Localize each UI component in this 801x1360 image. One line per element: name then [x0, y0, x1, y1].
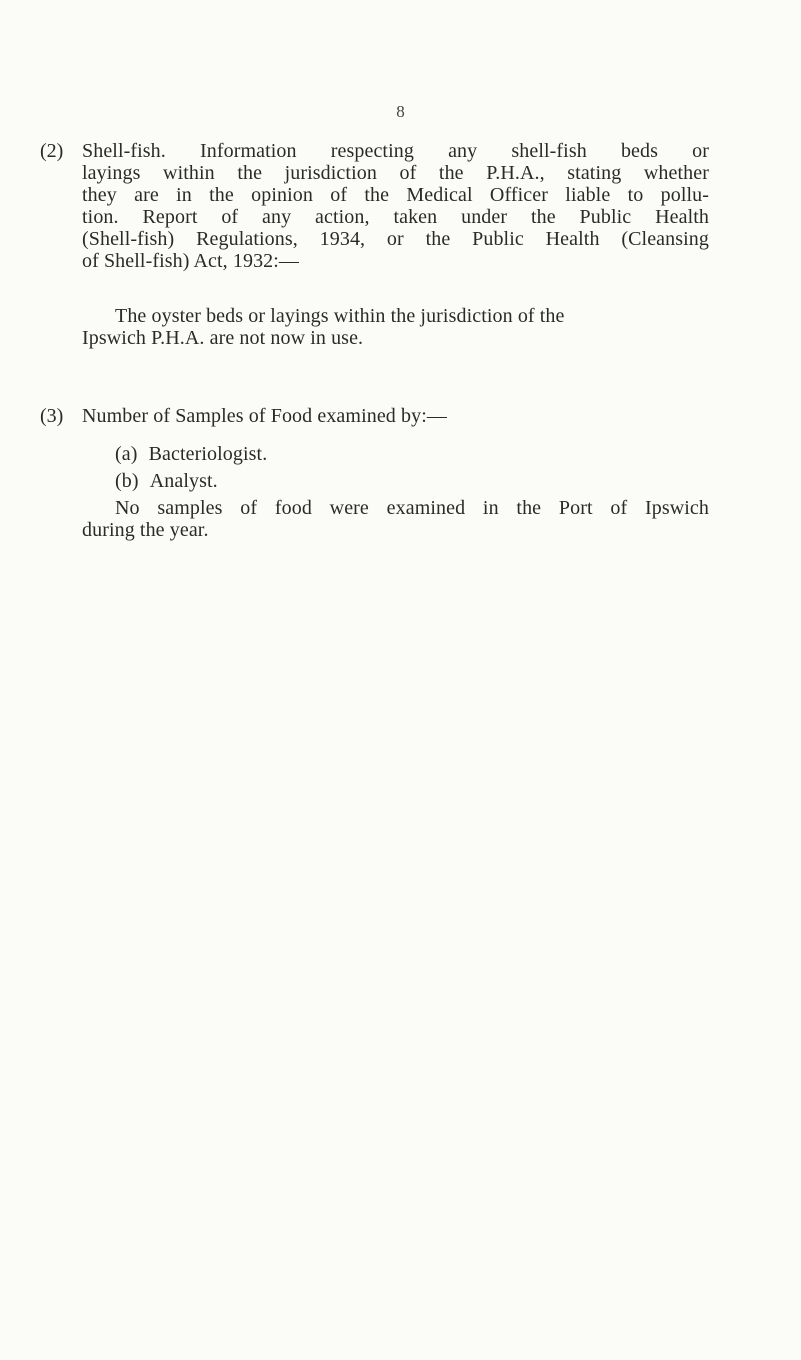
section-3-answer-line-2: during the year. [82, 519, 209, 541]
section-2-line-2: layings within the jurisdiction of the P.H.A., stating whether [82, 162, 709, 184]
section-3-item-a-marker: (a) [115, 443, 138, 465]
section-2-marker: (2) [40, 140, 64, 162]
section-2-line-5: (Shell-fish) Regulations, 1934, or the Public Health (Cleansing [82, 228, 709, 250]
section-3-item-a-label: Bacteriologist. [148, 443, 268, 465]
section-3-item-a [115, 443, 267, 465]
section-2-line-4: tion. Report of any action, taken under the Public Health [82, 206, 709, 228]
section-2-line-3: they are in the opinion of the Medical Officer liable to pollu- [82, 184, 709, 206]
section-2-answer-line-2: Ipswich P.H.A. are not now in use. [82, 327, 364, 349]
section-2-line-6: of Shell-fish) Act, 1932:— [82, 250, 300, 272]
section-3-answer-line-1: No samples of food were examined in the Port of Ipswich [115, 497, 709, 519]
section-2-answer [82, 305, 709, 349]
section-3-item-b [115, 470, 218, 492]
section-3-item-b-marker: (b) [115, 470, 139, 492]
section-3-heading-text: Number of Samples of Food examined by:— [82, 405, 447, 427]
section-3-marker: (3) [40, 405, 64, 427]
section-3-answer [82, 497, 709, 541]
section-2-body [82, 140, 709, 272]
page-number: 8 [396, 102, 405, 121]
section-2-line-1: Shell-fish. Information respecting any shell-fish beds or [82, 140, 709, 162]
section-3-item-b-label: Analyst. [149, 470, 218, 492]
section-2-answer-line-1: The oyster beds or layings within the jurisdiction of the [115, 305, 565, 327]
section-3-heading [82, 405, 709, 427]
